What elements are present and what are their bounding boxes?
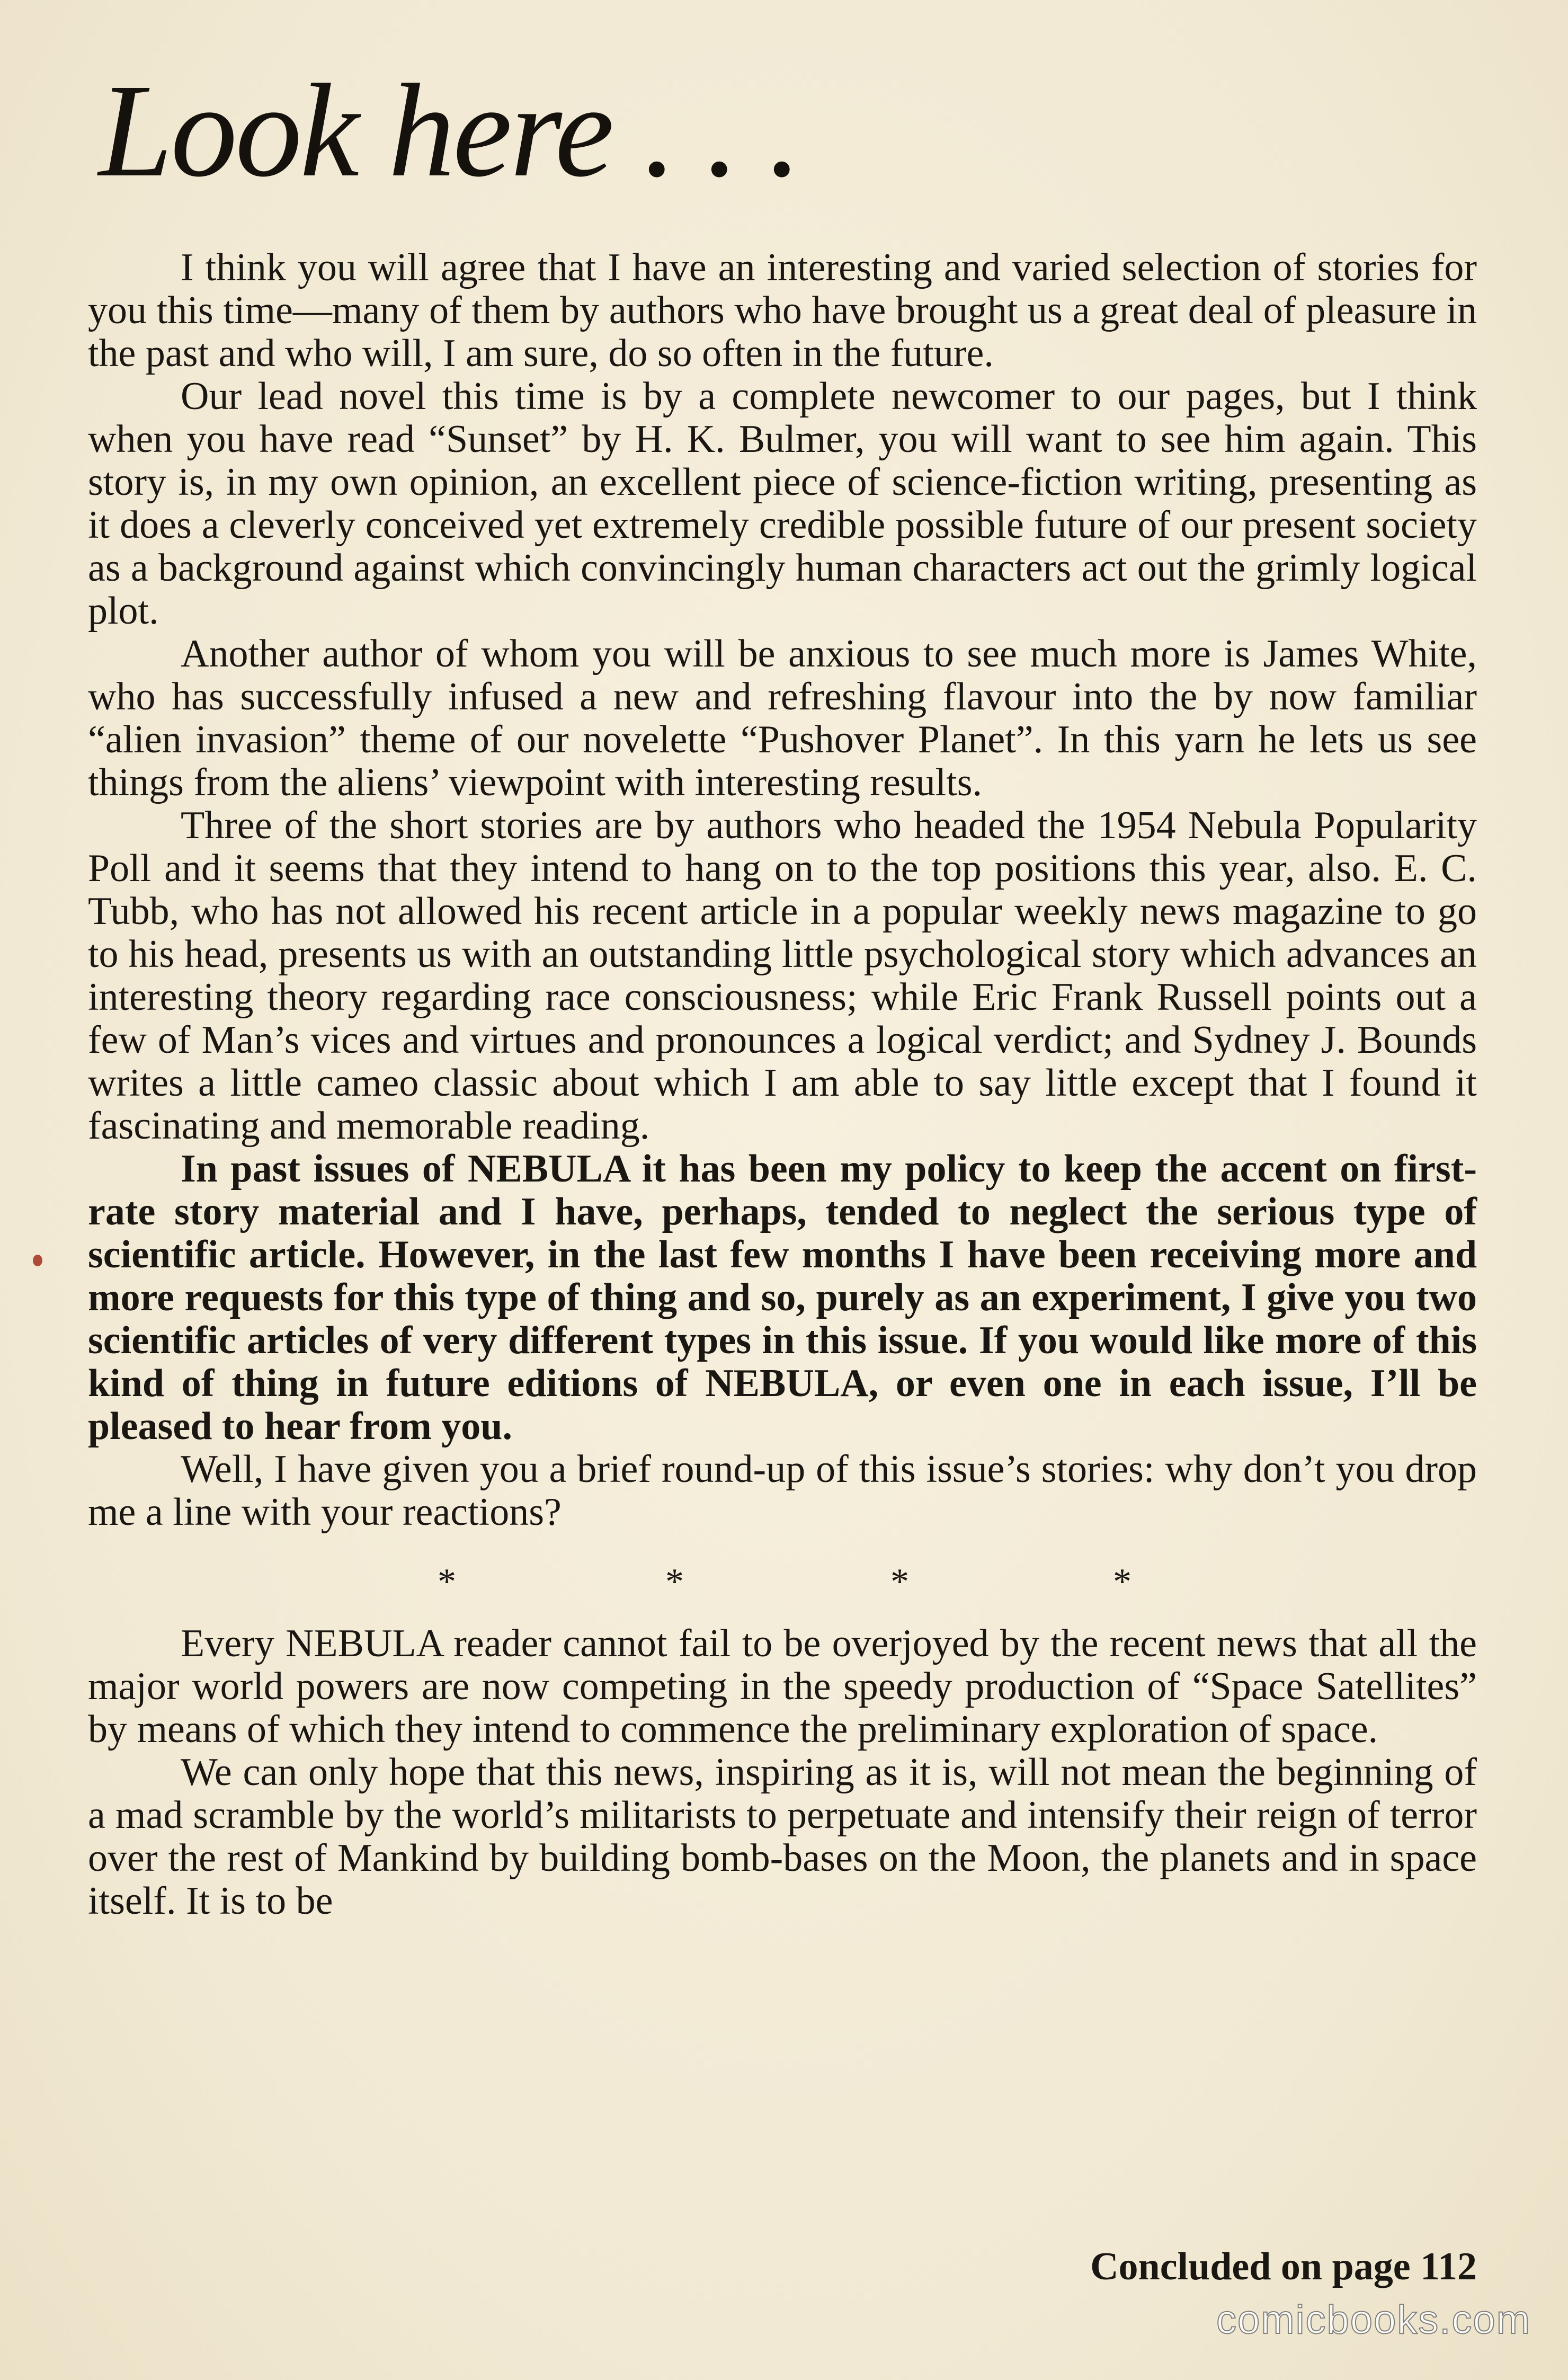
paragraph: Our lead novel this time is by a complete newcomer to our pages, but I think when you have read “Sunset” by H. K. Bulmer, you will want to see him again. This story is, in my own opinion, an excellent piece of science-fiction writing, presenting as it does a cleverly conceived yet extremely credible possible future of our present society as a background against which convincingly human characters act out the grimly logical plot. xyxy=(88,375,1477,633)
watermark: comicbooks.com xyxy=(1216,2297,1531,2342)
paragraph: Three of the short stories are by authors who headed the 1954 Nebula Popularity Poll and it seems that they intend to hang on to the top positions this year, also. E. C. Tubb, who has not allowed his recent article in a popular weekly news magazine to go to his head, presents us with an outstanding little psychological story which advances an interesting theory regarding race consciousness; while Eric Frank Russell points out a few of Man’s vices and virtues and pronounces a logical verdict; and Sydney J. Bounds writes a little cameo classic about which I am able to say little except that I found it fascinating and memorable reading. xyxy=(88,804,1477,1148)
continuation-note: Concluded on page 112 xyxy=(1090,2245,1477,2288)
paragraph: In past issues of NEBULA it has been my policy to keep the accent on first-rate story material and I have, perhaps, tended to neglect the serious type of scientific article. However, in the last few months I have been receiving more and more requests for this type of thing and so, purely as an experiment, I give you two scientific articles of very different types in this issue. If you would like more of this kind of thing in future editions of NEBULA, or even one in each issue, I’ll be pleased to hear from you. xyxy=(88,1147,1477,1448)
separator-asterisk: * xyxy=(438,1561,456,1602)
separator-asterisk: * xyxy=(665,1561,684,1602)
paragraph: Another author of whom you will be anxious to see much more is James White, who has successfully infused a new and refreshing flavour into the by now familiar “alien invasion” theme of our novelette “Pushover Planet”. In this yarn he lets us see things from the aliens’ viewpoint with interesting results. xyxy=(88,632,1477,804)
section-separator xyxy=(88,1553,1477,1603)
paragraph: Well, I have given you a brief round-up of this issue’s stories: why don’t you drop me a line with your reactions? xyxy=(88,1447,1477,1534)
paragraph: We can only hope that this news, inspiring as it is, will not mean the beginning of a mad scramble by the world’s militarists to perpetuate and intensify their reign of terror over the rest of Mankind by building bomb-bases on the Moon, the planets and in space itself. It is to be xyxy=(88,1751,1477,1923)
editorial-paragraphs xyxy=(88,246,1477,1534)
article-body xyxy=(88,246,1477,1923)
separator-asterisk: * xyxy=(890,1561,909,1602)
separator-asterisk: * xyxy=(1113,1561,1132,1602)
paragraph: Every NEBULA reader cannot fail to be overjoyed by the recent news that all the major world powers are now competing in the speedy production of “Space Satellites” by means of which they intend to commence the preliminary exploration of space. xyxy=(88,1622,1477,1751)
paragraph: I think you will agree that I have an interesting and varied selection of stories for you this time—many of them by authors who have brought us a great deal of pleasure in the past and who will, I am sure, do so often in the future. xyxy=(88,246,1477,375)
page-title: Look here . . . xyxy=(99,56,800,205)
second-section-paragraphs xyxy=(88,1622,1477,1923)
paper-speck xyxy=(33,1255,42,1266)
